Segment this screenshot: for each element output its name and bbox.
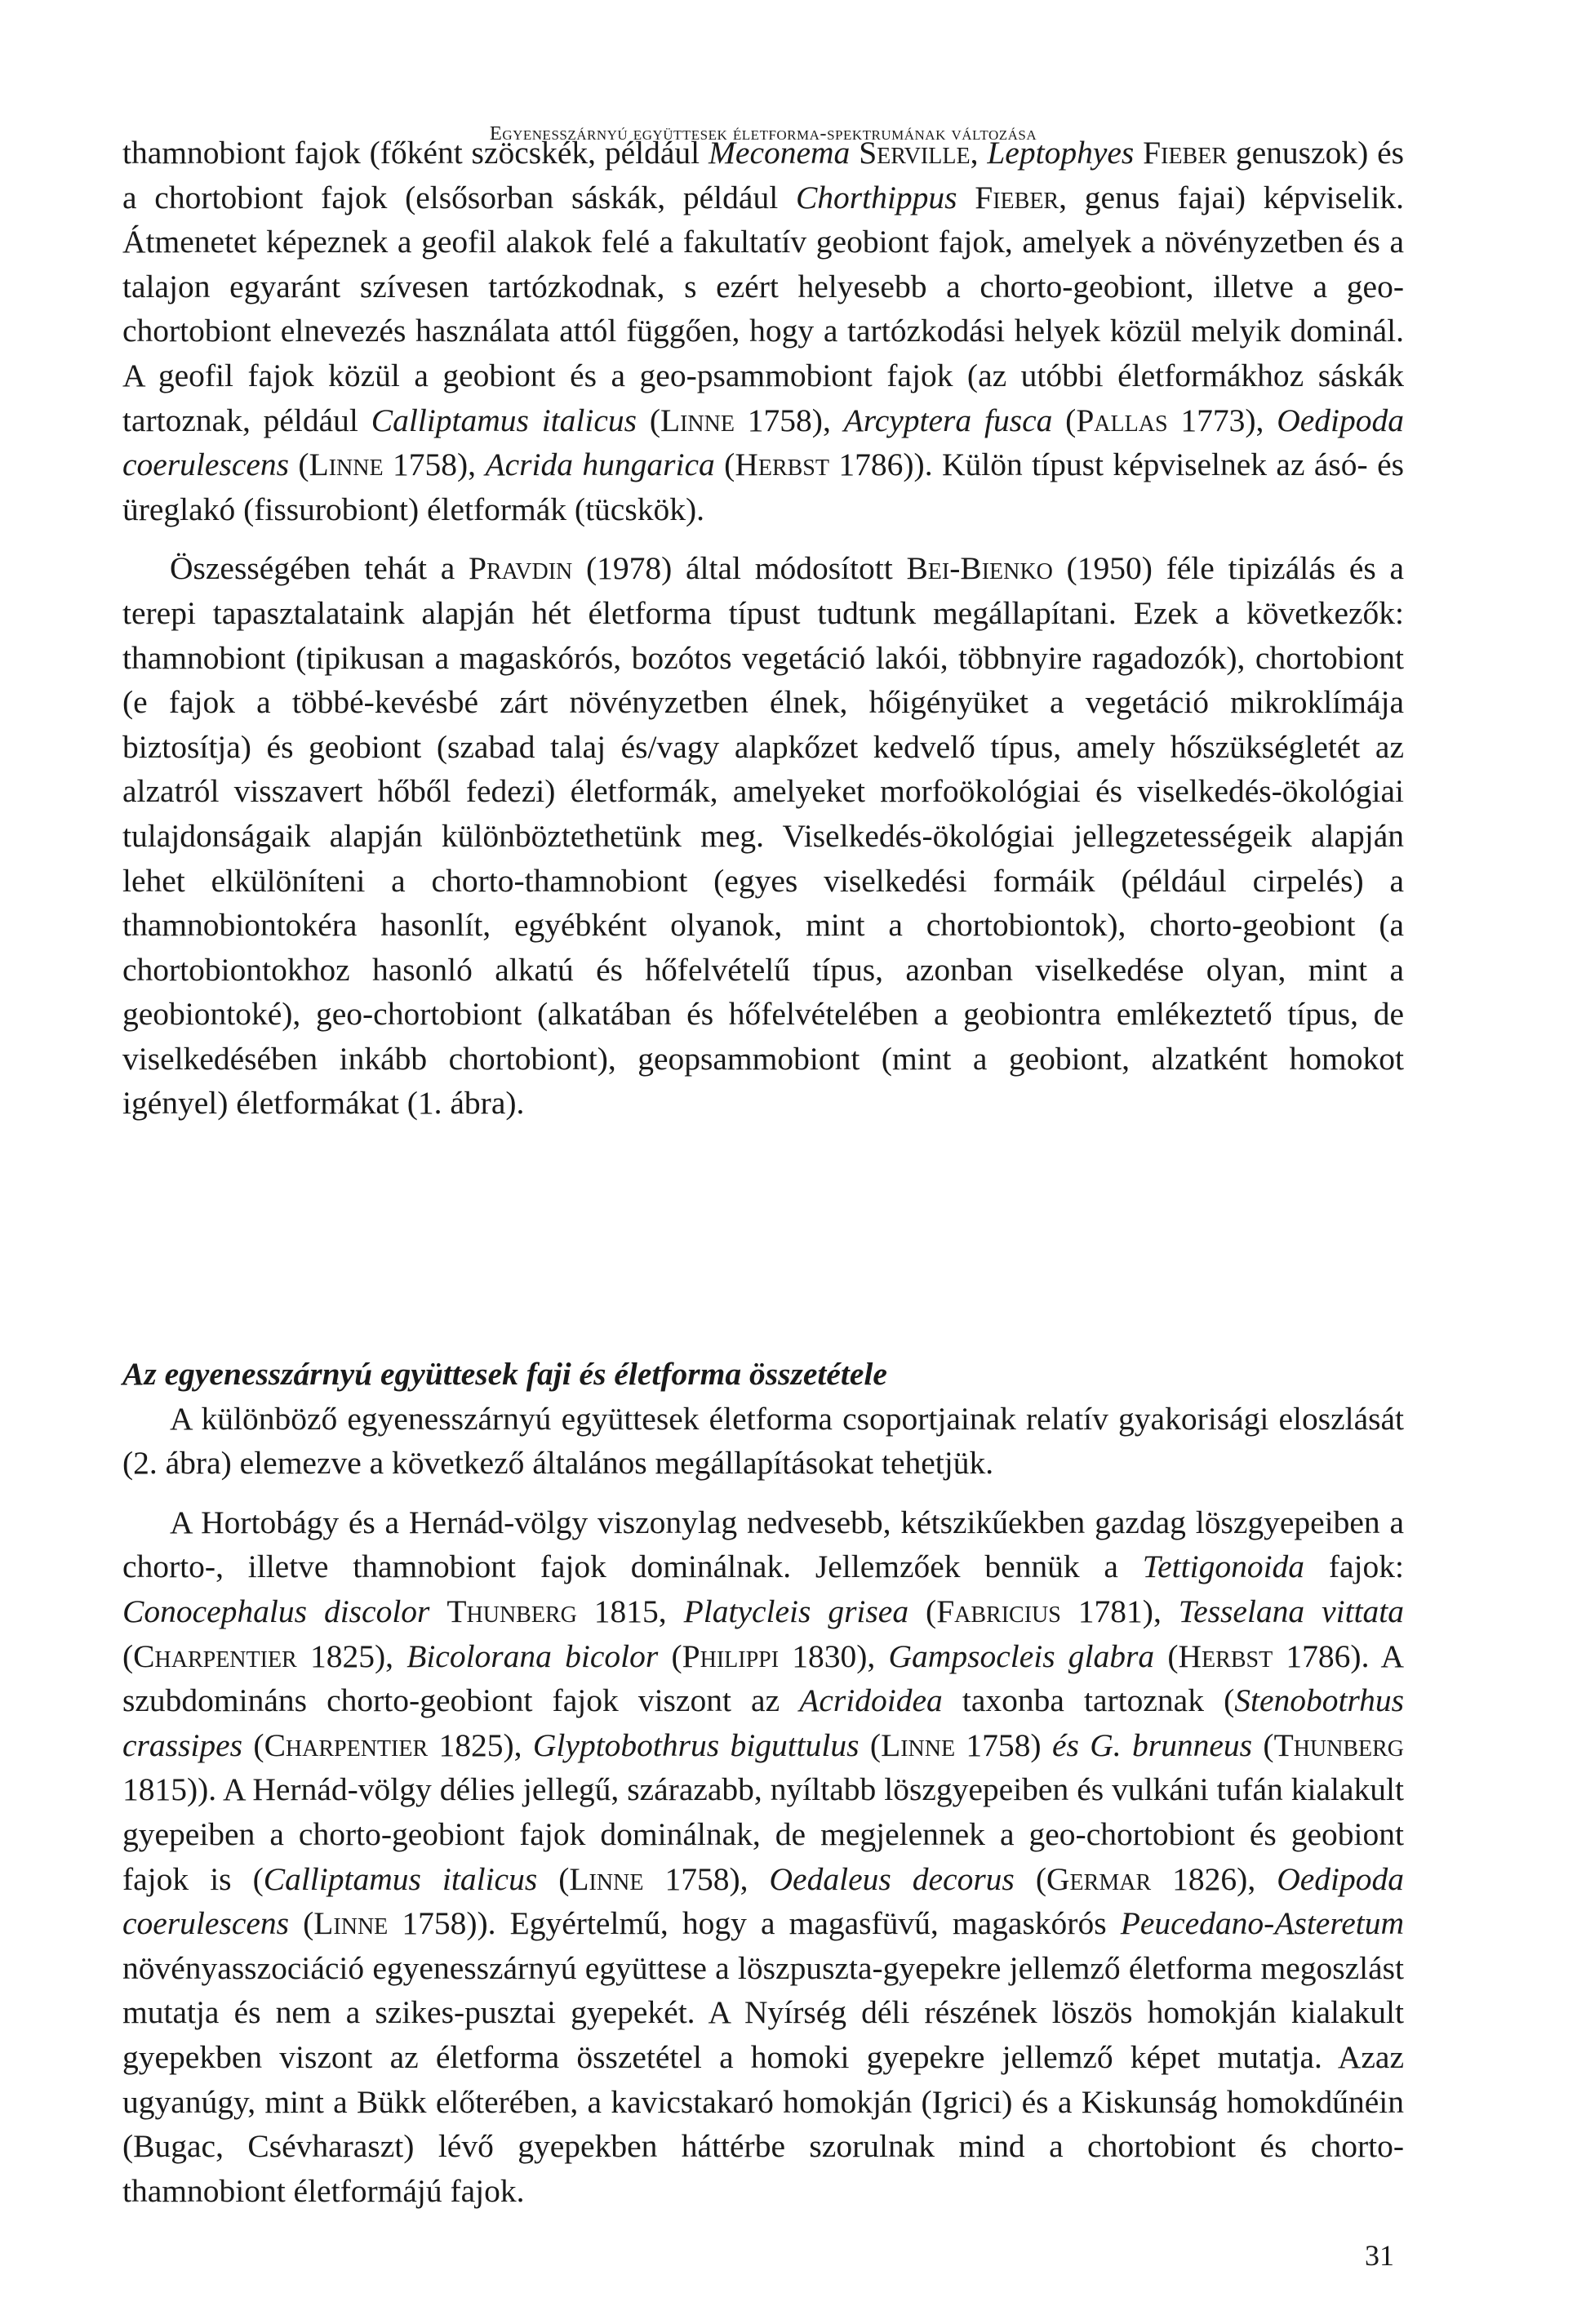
italic-term: Glyptobothrus biguttulus <box>532 1726 860 1763</box>
italic-term: Chorthippus <box>795 179 957 216</box>
italic-term: Tettigonoida <box>1142 1549 1305 1585</box>
text-run: 1825), <box>428 1726 533 1763</box>
text-run: ( <box>289 447 309 483</box>
author-name: Pravdin <box>469 550 573 587</box>
author-name: Linne <box>660 402 735 438</box>
italic-term: Platycleis grisea <box>683 1593 909 1629</box>
author-name: Charpentier <box>264 1726 429 1763</box>
author-name: Germar <box>1046 1860 1152 1897</box>
running-head: Egyenesszárnyú együttesek életforma-spektrumának változása <box>489 122 1037 144</box>
text-run: 1826), <box>1151 1860 1277 1897</box>
text-run: ( <box>289 1905 314 1942</box>
author-name: Fieber <box>1143 135 1228 171</box>
text-run: növényasszociáció egyenesszárnyú együttese a löszpuszta-gyepekre jellemző életforma megoszlást mutatja és nem a szikes-pusztai gyepekét. A Nyírség déli részének löszös homokján kialakult gyepekben viszont az életforma összetétel a homoki gyepekre jellemző képet mutatja. Azaz ugyanúgy, mint a Bükk előterében, a kavicstakaró homokján (Igrici) és a Kiskunság homokdűnéin (Bugac, Csévharaszt) lévő gyepekben háttérbe szorulnak mind a chortobiont és chorto-thamnobiont életformájú fajok. <box>122 1949 1404 2209</box>
italic-term: Bicolorana bicolor <box>406 1637 659 1674</box>
text-run: fajok: <box>1304 1549 1405 1585</box>
text-run: ( <box>1052 402 1077 438</box>
text-run: ( <box>714 447 735 483</box>
text-run: 1758) <box>955 1726 1052 1763</box>
author-name: Philippi <box>682 1637 780 1674</box>
italic-term: Calliptamus italicus <box>263 1860 538 1897</box>
text-run: ( <box>658 1637 682 1674</box>
text-run: (1978) által módosított <box>572 550 907 587</box>
section-heading: Az egyenesszárnyú együttesek faji és életforma összetétele <box>122 1356 887 1392</box>
author-name: Charpentier <box>133 1637 297 1674</box>
text-run: ( <box>122 1637 134 1674</box>
author-name: Linne <box>309 447 384 483</box>
italic-term: Calliptamus italicus <box>371 402 637 438</box>
text-run: 1815, <box>576 1593 684 1629</box>
author-name: Linne <box>313 1905 389 1942</box>
upper-text-block <box>122 131 1404 1126</box>
author-name: Bei-Bienko <box>906 550 1053 587</box>
text-run: 1758), <box>643 1860 770 1897</box>
paragraph-regional-results <box>122 1500 1404 2214</box>
text-run: 1825), <box>296 1637 407 1674</box>
text-run: ( <box>859 1726 882 1763</box>
italic-term: Conocephalus discolor <box>122 1593 430 1629</box>
page-number: 31 <box>1365 2239 1394 2272</box>
text-run <box>429 1593 446 1629</box>
text-run: 1758)). Egyértelmű, hogy a magasfüvű, magaskórós <box>388 1905 1121 1942</box>
author-name: Thunberg <box>1273 1726 1405 1763</box>
author-name: Linne <box>881 1726 956 1763</box>
text-run <box>850 135 859 171</box>
author-name: Herbst <box>735 447 829 483</box>
author-name: Fieber <box>975 179 1059 216</box>
text-run: 1786)). Külön típust képviselnek az ásó- és üreglakó (fissurobiont) életformák (tücskök). <box>122 447 1405 527</box>
text-run: , <box>970 135 988 171</box>
text-run: 1773), <box>1167 402 1277 438</box>
text-run: A Hortobágy és a Hernád-völgy viszonylag nedvesebb, kétszikűekben gazdag löszgyepeiben a chorto-, illetve thamnobiont fajok dominálnak. Jellemzőek bennük a <box>122 1504 1404 1585</box>
text-run: 1758), <box>383 447 486 483</box>
author-name: Linne <box>569 1860 644 1897</box>
text-run: 1781), <box>1060 1593 1179 1629</box>
italic-term: Gampsocleis glabra <box>888 1637 1155 1674</box>
text-run: taxonba tartoznak ( <box>942 1682 1235 1719</box>
text-run: ( <box>1154 1637 1179 1674</box>
author-name: Pallas <box>1076 402 1168 438</box>
paragraph-distribution-intro <box>122 1397 1404 1486</box>
text-run <box>1134 135 1143 171</box>
paragraph-life-form-types <box>122 546 1404 1126</box>
text-run: ( <box>537 1860 570 1897</box>
italic-term: Acridoidea <box>799 1682 943 1719</box>
italic-term: Stenobotrhus crassipes <box>122 1682 1404 1763</box>
text-run: 1830), <box>779 1637 889 1674</box>
italic-term: Leptophyes <box>987 135 1135 171</box>
text-run: ( <box>1014 1860 1047 1897</box>
text-run <box>957 180 975 216</box>
text-run: 1815)). A Hernád-völgy délies jellegű, szárazabb, nyíltabb löszgyepeiben és vulkáni tufán kialakult gyepeiben a chorto-geobiont fajok dominálnak, de megjelennek a geo-chortobiont és geobiont fajok is ( <box>122 1771 1404 1897</box>
italic-term: és G. brunneus <box>1051 1726 1253 1763</box>
text-run: ( <box>908 1593 937 1629</box>
italic-term: Oedipoda coerulescens <box>122 1860 1405 1942</box>
italic-term: Acrida hungarica <box>485 447 715 483</box>
author-name: Fabricius <box>936 1593 1061 1629</box>
italic-term: Tesselana vittata <box>1178 1593 1405 1629</box>
text-run: thamnobiont fajok (főként szöcskék, például <box>122 135 709 171</box>
section-block <box>122 1352 1404 2213</box>
italic-term: Arcyptera fusca <box>843 402 1053 438</box>
text-run: genuszok) és a chortobiont fajok (elsősorban sáskák, például <box>122 135 1405 216</box>
italic-term: Oedaleus decorus <box>769 1860 1015 1897</box>
paragraph-life-form-intro <box>122 131 1404 531</box>
author-name: Thunberg <box>446 1593 577 1629</box>
text-run: ( <box>637 402 660 438</box>
text-run: (1950) féle tipizálás és a terepi tapasztalataink alapján hét életforma típust tudtunk megállapítani. Ezek a következők: thamnobiont (tipikusan a magaskórós, bozótos vegetáció lakói, többnyire ragadozók), chortobiont (e fajok a többé-kevésbé zárt növényzetben élnek, hőigényüket a vegetáció mikroklímája biztosítja) és geobiont (szabad talaj és/vagy alapkőzet kedvelő típus, amely hőszükségletét az alzatról visszavert hőből fedezi) életformák, amelyeket morfoökológiai és viselkedés-ökológiai tulajdonságaik alapján különböztethetünk meg. Viselkedés-ökológiai jellegzetességeik alapján lehet elkülöníteni a chorto-thamnobiont (egyes viselkedési formáik (például cirpelés) a thamnobiontokéra hasonlít, egyébként olyanok, mint a chortobiontok), chorto-geobiont (a chortobiontokhoz hasonló alkatú és hőfelvételű típus, azonban viselkedése olyan, mint a geobiontoké), geo-chortobiont (alkatában és hőfelvételében a geobiontra emlékeztető típus, de viselkedésében inkább chortobiont), geopsammobiont (mint a geobiont, alzatként homokot igényel) életformákat (1. ábra). <box>122 550 1404 1122</box>
text-run: ( <box>1252 1726 1274 1763</box>
text-run: , genus fajai) képviselik. Átmenetet képeznek a geofil alakok felé a fakultatív geobiont fajok, amelyek a növényzetben és a talajon egyaránt szívesen tartózkodnak, s ezért helyesebb a chorto-geobiont, illetve a geo-chortobiont elnevezés használata attól függően, hogy a tartózkodási helyek közül melyik dominál. A geofil fajok közül a geobiont és a geo-psammobiont fajok (az utóbbi életformákhoz sáskák tartoznak, például <box>122 179 1404 438</box>
italic-term: Oedipoda coerulescens <box>122 402 1405 483</box>
text-run: ( <box>242 1726 264 1763</box>
text-run: A különböző egyenesszárnyú együttesek életforma csoportjainak relatív gyakorisági eloszlását (2. ábra) elemezve a következő általános megállapításokat tehetjük. <box>122 1400 1404 1482</box>
author-name: Herbst <box>1178 1637 1273 1674</box>
italic-term: Meconema <box>709 135 851 171</box>
author-name: Serville <box>859 135 971 171</box>
italic-term: Peucedano-Asteretum <box>1120 1905 1405 1942</box>
text-run: 1786). A szubdomináns chorto-geobiont fajok viszont az <box>122 1637 1405 1719</box>
text-run: Öszességében tehát a <box>170 550 469 587</box>
text-run: 1758), <box>734 402 844 438</box>
